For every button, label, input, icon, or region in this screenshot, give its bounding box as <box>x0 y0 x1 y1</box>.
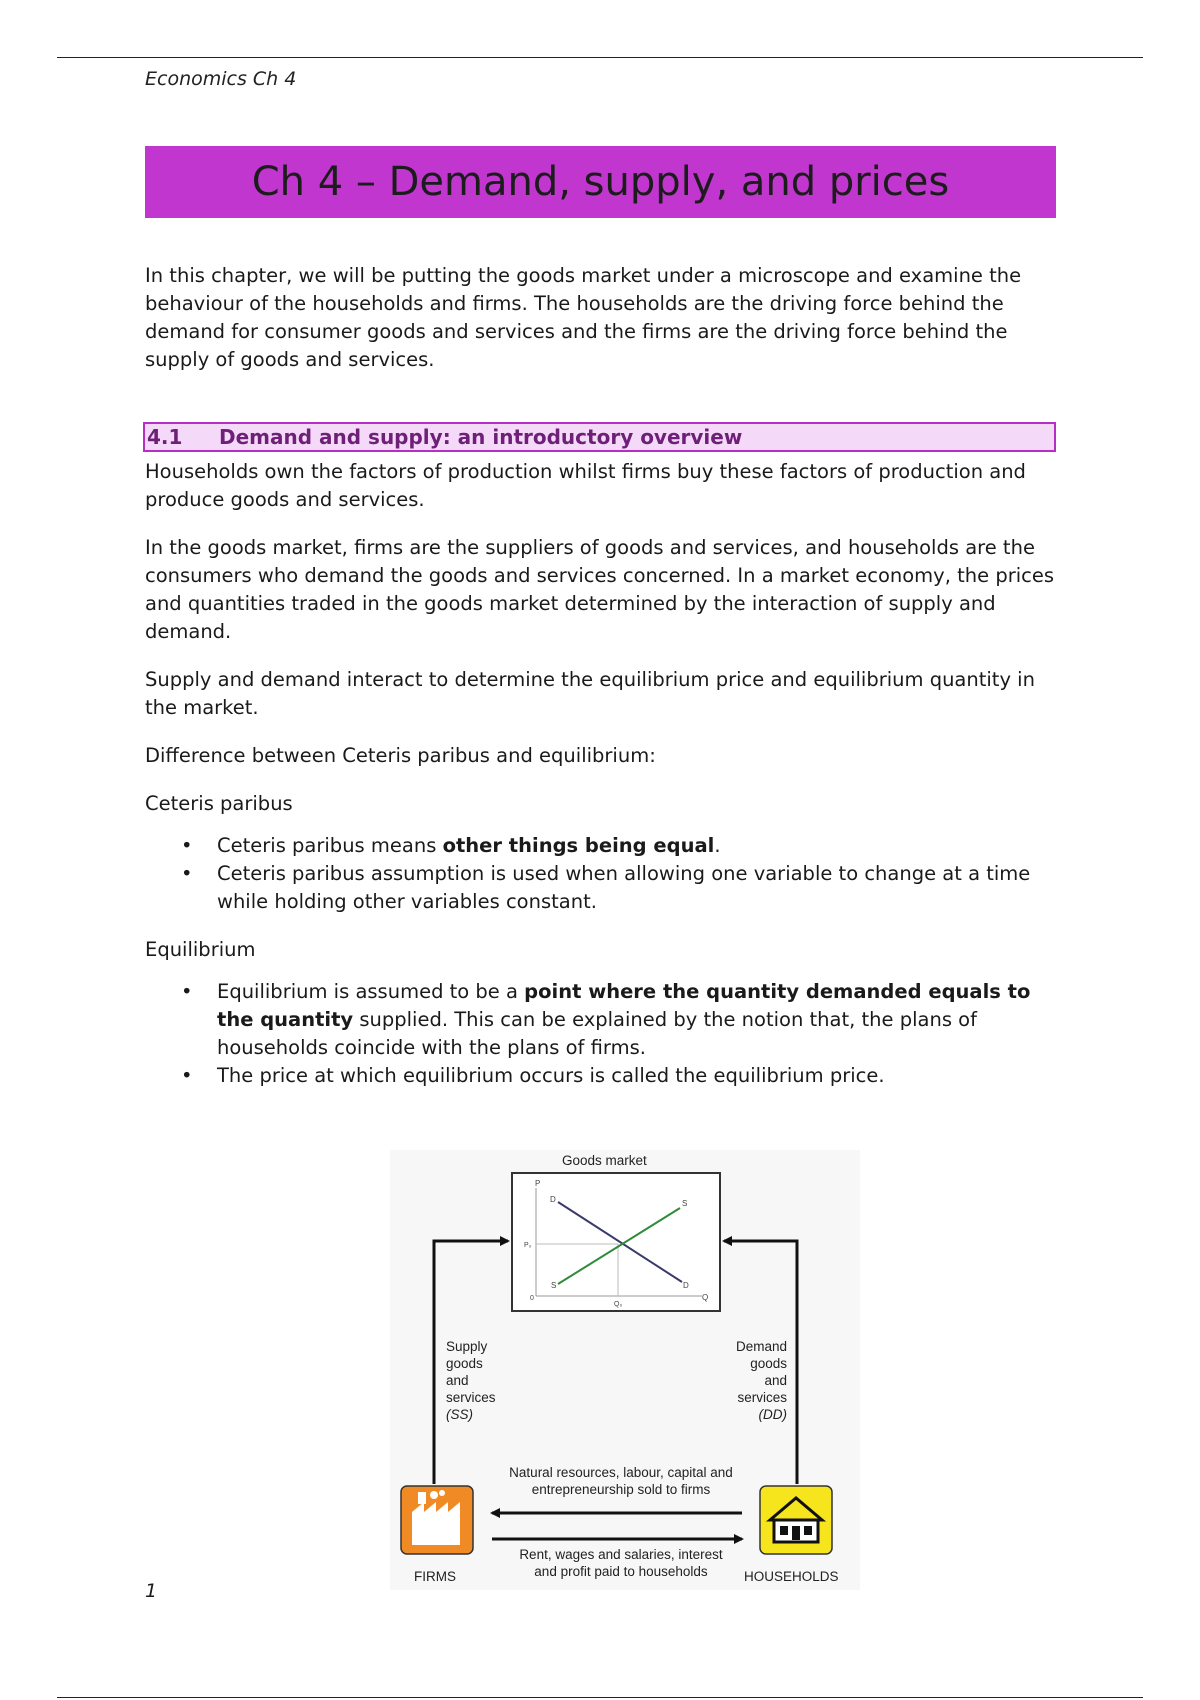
supply-label: Supply goods and services (SS) <box>446 1339 496 1422</box>
house-icon <box>760 1486 832 1554</box>
circular-flow-diagram <box>390 1150 860 1590</box>
ceteris-heading: Ceteris paribus <box>145 792 293 815</box>
section-number: 4.1 <box>147 425 183 449</box>
section-title: Demand and supply: an introductory overview <box>219 425 743 449</box>
firms-label: FIRMS <box>414 1569 456 1584</box>
goods-market-label: Goods market <box>562 1153 647 1168</box>
intro-paragraph: In this chapter, we will be putting the goods market under a microscope and examine the behaviour of the households and firms. The households are the driving force behind the demand for consumer goods and services and the firms are the driving force behind the supply of goods and services. <box>145 264 1022 371</box>
page-number: 1 <box>145 1580 158 1602</box>
chapter-title: Ch 4 – Demand, supply, and prices <box>145 146 1056 218</box>
demand-label-top: D <box>550 1195 556 1204</box>
paragraph: Difference between Ceteris paribus and equilibrium: <box>145 744 656 767</box>
main-content <box>145 262 1056 1110</box>
equilibrium-price-label: P₀ <box>524 1242 532 1249</box>
paragraph: In the goods market, firms are the suppliers of goods and services, and households are the consumers who demand the goods and services concerned. In a market economy, the prices and quantities traded in the goods market determined by the interaction of supply and demand. <box>145 536 1055 643</box>
bottom-rule <box>57 1697 1143 1698</box>
running-header: Economics Ch 4 <box>145 68 297 90</box>
graph-q-label: Q <box>702 1293 709 1302</box>
goods-market-box <box>512 1173 720 1311</box>
supply-label-top: S <box>682 1199 688 1208</box>
graph-p-label: P <box>535 1179 541 1188</box>
top-rule <box>57 57 1143 58</box>
list-item: • Ceteris paribus means other things being equal. <box>145 832 1056 860</box>
origin-label: 0 <box>530 1295 534 1302</box>
equilibrium-quantity-label: Q₀ <box>614 1301 623 1308</box>
income-flow-label: Rent, wages and salaries, interest and profit paid to households <box>519 1547 723 1579</box>
equilibrium-list <box>145 978 1056 1090</box>
demand-label: Demand goods and services (DD) <box>735 1339 787 1422</box>
paragraph: Supply and demand interact to determine the equilibrium price and equilibrium quantity in the market. <box>145 668 1035 719</box>
factors-flow-label: Natural resources, labour, capital and entrepreneurship sold to firms <box>509 1465 733 1497</box>
paragraph: Households own the factors of production whilst firms buy these factors of production and produce goods and services. <box>145 460 1026 511</box>
equilibrium-heading: Equilibrium <box>145 938 256 961</box>
demand-label-bottom: D <box>683 1281 689 1290</box>
supply-label-bottom: S <box>551 1281 557 1290</box>
list-item: • Equilibrium is assumed to be a point where the quantity demanded equals to the quantity supplied. This can be explained by the notion that, the plans of households coincide with the plans of firms. <box>145 978 1056 1062</box>
list-item: • The price at which equilibrium occurs is called the equilibrium price. <box>145 1062 1056 1090</box>
section-heading <box>143 422 1056 452</box>
ceteris-list <box>145 832 1056 916</box>
households-label: HOUSEHOLDS <box>744 1569 839 1584</box>
list-item: • Ceteris paribus assumption is used when allowing one variable to change at a time while holding other variables constant. <box>145 860 1056 916</box>
factory-icon <box>401 1486 473 1554</box>
